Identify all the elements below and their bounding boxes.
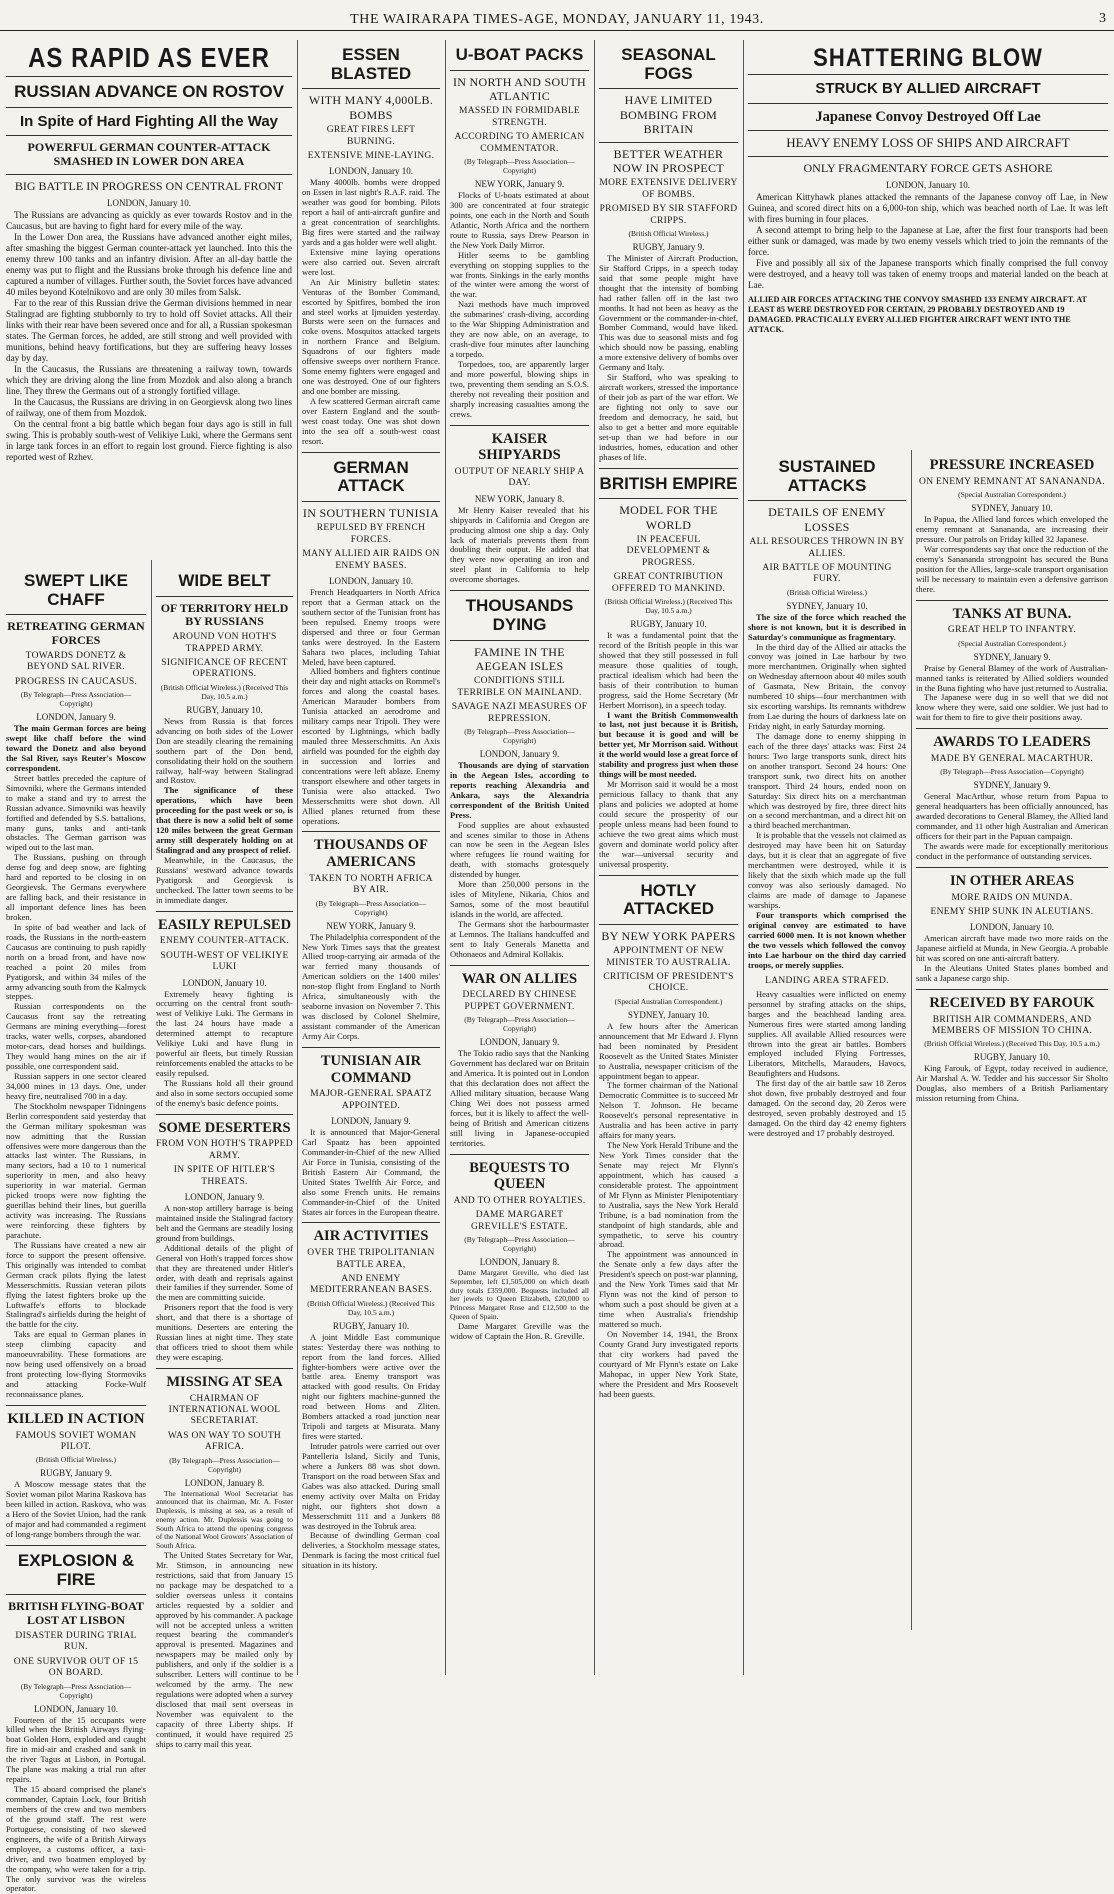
dateline: LONDON, January 9. (184, 1191, 265, 1202)
credit: (British Official Wireless.) (Received This Day, 10.5 a.m.) (924, 1039, 1100, 1049)
article-hotly-attacked (599, 882, 738, 1400)
paragraph: Russian correspondents on the Caucasus front say the retreating Germans are mining everything—forest tracks, water wells, corpses, abandoned motor-cars, dead horses and buildings. They would hang mines on the air if possible, one correspondent said. (6, 1001, 146, 1072)
paragraph: A Moscow message states that the Soviet woman pilot Marina Raskova has been killed in action. Raskova, who was a Hero of the Soviet Union, had the rank of major and had commanded a regiment of long-range bombers through the war. (6, 1479, 146, 1540)
paragraph: In Papua, the Allied land forces which enveloped the enemy remnant at Sanananda, are increasing their pressure. Our patrols on Friday killed 32 Japanese. (916, 514, 1108, 544)
credit: (Special Australian Correspondent.) (958, 490, 1066, 500)
dateline: NEW YORK, January 9. (326, 920, 416, 931)
headline: IN OTHER AREAS (949, 872, 1075, 889)
headline: SOME DESERTERS (158, 1119, 291, 1136)
dateline: NEW YORK, January 8. (474, 493, 565, 504)
paragraph: Dame Margaret Greville was the widow of Captain the Hon. R. Greville. (450, 1320, 589, 1341)
subhead: ACCORDING TO AMERICAN COMMENTATOR. (454, 132, 585, 154)
column-rule (445, 40, 446, 1675)
subhead: EXTENSIVE MINE-LAYING. (307, 150, 435, 161)
column-5 (599, 40, 738, 1675)
headline: THOUSANDS DYING (465, 596, 574, 634)
paragraph: More than 250,000 persons in the isles of Mitylene, Nikaria, Chios and Samos, some of the most beautiful islands in the world, are affected. (450, 879, 589, 919)
paragraph: On November 14, 1941, the Bronx County Grand Jury investigated reports that city workers had paved the courtyard of Mr Flynn's estate on Lake Mahopac, in upper New York State, where the President and Mrs Roosevelt had been guests. (599, 1328, 738, 1399)
article-tanks-at-buna (916, 606, 1108, 724)
subhead: AROUND VON HOTH'S TRAPPED ARMY. (172, 632, 277, 654)
paragraph: The damage done to enemy shipping in each of the three days' attacks was: First 24 hours: Two large transports sunk, direct hits on another transport. Second 24 hours: One transport sunk, two direct hits on another transport. Third 24 hours, ended noon on Saturday: Six direct hits on a merchantman which was destroyed by fire, three direct hits on a second merchantman, and a direct hit on a third beached merchantman. (748, 730, 906, 831)
dateline: SYDNEY, January 10. (786, 600, 868, 611)
dateline: RUGBY, January 10. (973, 1052, 1051, 1063)
subhead: OF TERRITORY HELD BY RUSSIANS (160, 600, 289, 629)
paragraph: Prisoners report that the food is very short, and that there is a shortage of munitions. Deserters are entering the Russian lines at night time. They state that officers tried to shoot them while they were escaping. (156, 1302, 293, 1363)
subhead: GREAT HELP TO INFANTRY. (947, 625, 1077, 636)
column-4 (450, 40, 589, 1675)
subhead: HAVE LIMITED BOMBING FROM BRITAIN (619, 93, 718, 137)
paragraph: Flocks of U-boats estimated at about 300 are concentrated at four strategic points, one each in the North and South Atlantic, North Africa and the northern route to Russia, says Drew Pearson in the New York Daily Mirror. (450, 190, 589, 250)
article-kaiser-shipyards (450, 431, 589, 586)
subhead: In Spite of Hard Fighting All the Way (19, 112, 279, 130)
subhead: POWERFUL GERMAN COUNTER-ATTACK SMASHED IN LOWER DON AREA (27, 140, 271, 169)
headline: BRITISH EMPIRE (599, 473, 738, 493)
paragraph: The Germans shot the harbourmaster at Lemnos. The Italians handcuffed and sent to Italy Generals Manetta and Othonaeos and Admiral Kollakis. (450, 918, 589, 959)
article-killed-in-action (6, 1411, 146, 1540)
dateline: RUGBY, January 9. (632, 241, 705, 252)
subhead: SOUTH-WEST OF VELIKIYE LUKI (160, 950, 289, 973)
subhead: OUTPUT OF NEARLY SHIP A DAY. (454, 466, 585, 489)
subhead: OVER THE TRIPOLITANIAN BATTLE AREA, (307, 1248, 435, 1270)
paragraph: It is probable that the vessels not claimed as destroyed may have been hit on Saturday days, but it is clear that an aggregate of five merchantmen were destroyed, while it is likely that the sixth which made up the full convoy was also seriously damaged. No claims are made of damage to Japanese warships. (748, 830, 906, 910)
masthead (0, 0, 1114, 31)
credit: (By Telegraph—Press Association—Copyright) (464, 1015, 575, 1034)
paragraph: Mr Henry Kaiser revealed that his shipyards in California and Oregon are producing almost one ship a day. Only lack of materials prevents them from doubling their output. He added that they were now operating an iron and steel plant in California to help overcome shortages. (450, 504, 589, 585)
article-tunisian-air-command (302, 1053, 440, 1218)
subhead: MORE RAIDS ON MUNDA. (951, 892, 1073, 903)
subhead: IN PEACEFUL DEVELOPMENT & PROGRESS. (626, 535, 711, 568)
column-2-lower (156, 566, 293, 1749)
summary-paragraph: ALLIED AIR FORCES ATTACKING THE CONVOY SMASHED 133 ENEMY AIRCRAFT. AT LEAST 85 WERE DESTROYED FOR CERTAIN, 29 PROBABLY DESTROYED AND 19 DAMAGED. PRACTICALLY EVERY ALLIED FIGHTER AIRCRAFT WENT INTO THE ATTACK. (748, 295, 1087, 334)
subhead: IN SOUTHERN TUNISIA (302, 506, 440, 521)
column-rule (743, 40, 744, 1675)
paragraph: In the Caucasus, the Russians are threatening a railway town, towards which they are driving along the line from Mozdok and also along a branch line. They threw the Germans out of a strongly fortified village. (6, 364, 292, 397)
lead-paragraph: The main German forces are being swept like chaff before the wind toward the Donetz and also beyond the Sal River, says Reuter's Moscow correspondent. (6, 723, 146, 773)
paragraph: It was a fundamental point that the record of the British people in this war showed that they still possessed in full measure those qualities of tough, practical idealism which had been the basis of their contribution to human progress, said the Home Secretary (Mr Herbert Morrison), in a speech today. (599, 630, 738, 710)
paragraph: Nazi methods have much improved the submarines' crash-diving, according to the War Shipping Administration and they are now able, on an average, to crash-dive four minutes after launching a torpedo. (450, 299, 589, 360)
paragraph: Taks are equal to German planes in steep climbing capacity and manoeuvrability. These formations are now being used offensively on a broad front protecting low-flying Stormoviks and attacking Focke-Wulf reconnaissance planes. (6, 1329, 146, 1399)
dateline: LONDON, January 9. (331, 1116, 411, 1127)
column-3 (302, 40, 440, 1675)
headline: GERMAN ATTACK (333, 457, 409, 496)
subhead: RUSSIAN ADVANCE ON ROSTOV (14, 82, 284, 102)
credit: (British Official Wireless.) (Received This Day, 10.5 a.m.) (604, 597, 733, 615)
column-1-lower (6, 566, 146, 1894)
dateline: LONDON, January 9. (36, 712, 116, 723)
subhead: TAKEN TO NORTH AFRICA BY AIR. (309, 873, 433, 896)
subhead: FROM VON HOTH'S TRAPPED ARMY. (156, 1139, 293, 1161)
credit: (By Telegraph—Press Association—Copyright) (20, 1681, 132, 1700)
headline: MISSING AT SEA (166, 1373, 283, 1390)
paragraph: It is announced that Major-General Carl Spaatz has been appointed Commander-in-Chief of the new Allied Air Force in Tunisia, consisting of the British Eastern Air Command, the United States Twelfth Air Force, and also some French units. He remains Commander-in-Chief of the United States air forces in the European theatre. (302, 1127, 440, 1217)
dateline: LONDON, January 10. (329, 166, 413, 177)
dateline: LONDON, January 10. (329, 575, 413, 586)
subhead: ENEMY COUNTER-ATTACK. (159, 936, 290, 947)
credit: (By Telegraph—Press Association—Copyright) (20, 690, 132, 709)
column-rule (594, 40, 595, 1675)
paragraph: Sir Stafford, who was speaking to aircraft workers, stressed the importance of their job as part of the war effort. We are fighting not only to save our freedom and democracy, he said, but also to get a better and more equitable set-up than we had before in our industries, homes, education and other phases of life. (599, 372, 738, 462)
paragraph: I want the British Commonwealth to last, not just because it is British, but because it is good and will be better yet, Mr Morrison said. Without it the world would lose a great force of stability and progress just when those things will be most needed. (599, 709, 738, 780)
paragraph: The Japanese were dug in so well that we did not know where they were, said one soldier. We just had to wait for them to fire to give their positions away. (916, 692, 1108, 723)
paragraph: French Headquarters in North Africa report that a German attack on the southern sector of the Tunisian front has been repulsed. Enemy troops were dispersed and three or four German tanks were destroyed. In the Eastern Sahara two places, including Tahiat Meled, have been captured. (302, 586, 440, 667)
credit: (British Official Wireless.) (35, 1455, 117, 1465)
paragraph: The Russians have created a new air force to support the present offensive. This originally was intended to combat German crack pilots flying the latest Messerschmitts. Russian veteran pilots flying the latest fighters broke up the Luftwaffe's efforts to blockade Stalingrad's airfields during the height of the battle for the city. (6, 1239, 146, 1330)
paragraph: In the third day of the Allied air attacks the convoy was joined in Lae harbour by two more merchantmen. Originally when sighted on Wednesday afternoon about 40 miles south of Gasmata, New Britain, the convoy numbered 10 ships—four merchantmen with six escorting warships. Its remnants withdrew from Lae during the hours of darkness late on Friday night, in early Saturday morning. (748, 641, 906, 732)
paragraph: Far to the rear of this Russian drive the German divisions hemmed in near Stalingrad are fighting stubbornly to try to hold off Soviet attacks. All their links with their rear have been severed once and for all, a Russian spokesman states. The German forces, he added, are still strong and well provided with munitions, behind heavy fortifications, but they are suffering heavy losses day by day. (6, 298, 292, 364)
headline: EASILY REPULSED (157, 916, 292, 933)
headline: EXPLOSION & FIRE (17, 1550, 135, 1589)
paragraph: Extremely heavy fighting is occurring on the central front south-west of Velikiye Luki. The Germans in the last 24 hours have made a determined attempt to recapture Velikiye Luki and have flung in powerful air fleets, but timely Russian reinforcements enabled the attacks to be easily repulsed. (156, 988, 293, 1078)
paragraph: Allied bombers and fighters continue their day and night attacks on Rommel's forces and along the coastal bases. American Marauder bombers from Tunisia attacked an aerodrome and military camps near Tripoli. They were escorted by Lightnings, which badly mauled three Messerschmitts. An Axis airfield was pounded for the eighth day in succession and lorries and concentrations were left ablaze. Enemy transport elsewhere and other targets in Tunisia were also attacked. Two Messerschmitts were shot down. All Allied planes returned from these operations. (302, 666, 440, 826)
article-german-attack (302, 459, 440, 827)
subhead: REPULSED BY FRENCH FORCES. (316, 523, 426, 545)
subhead: ONLY FRAGMENTARY FORCE GETS ASHORE (803, 161, 1053, 176)
subhead: STRUCK BY ALLIED AIRCRAFT (815, 80, 1041, 98)
subhead: WAS ON WAY TO SOUTH AFRICA. (167, 1430, 282, 1453)
headline: SWEPT LIKE CHAFF (24, 571, 128, 609)
paragraph: Four transports which comprised the original convoy are estimated to have carried 6000 men. It is not known whether the two vessels which followed the convoy into Lae harbour on the third day carried troops, or merely supplies. (748, 909, 906, 970)
paragraph: King Farouk, of Egypt, today received in audience, Air Marshal A. W. Tedder and his successor Sir Sholto Douglas, also members of a British Parliamentary mission returning from China. (916, 1063, 1108, 1104)
headline: PRESSURE INCREASED (929, 457, 1095, 473)
paragraph: Hitler seems to be gambling everything on stopping supplies to the war fronts. Sinkings in the early months of the winter were among the worst of the war. (450, 249, 589, 300)
paragraph: The first day of the air battle saw 18 Zeros shot down, five probably destroyed and four damaged. On the second day, 20 Zeros were destroyed, seven probably destroyed and 15 damaged. On the third day 42 enemy fighters were destroyed and 17 probably destroyed. (748, 1078, 906, 1138)
subhead: BY NEW YORK PAPERS (601, 928, 736, 943)
article-sustained-attacks (748, 452, 906, 1677)
paragraph: The New York Herald Tribune and the New York Times consider that the Senate may reject Mr Flynn's appointment, which has caused a considerable protest. The appointment of Mr Flynn as Minister Plenipotentiary to Australia, says the New York Herald Tribune, is a bad nomination from the standpoint of high standards, able and sympathetic, to serve his country abroad. (599, 1140, 738, 1250)
dateline: RUGBY, January 10. (332, 1320, 410, 1331)
paragraph: The former chairman of the National Democratic Committee is to succeed Mr Nelson T. Johnson. He became Roosevelt's personal representative in Australia and has been active in party affairs for many years. (599, 1080, 738, 1141)
paragraph: A second attempt to bring help to the Japanese at Lae, after the first four transports had been either sunk or damaged, was made by two enemy vessels which tried to join the remnants of the force. (748, 225, 1108, 258)
subhead: ONE SURVIVOR OUT OF 15 ON BOARD. (13, 1656, 139, 1679)
subhead: AND ENEMY MEDITERRANEAN BASES. (309, 1273, 433, 1296)
paragraph: American aircraft have made two more raids on the Japanese airfield at Munda, in New Georgia. A probable hit was scored on one anti-aircraft battery. (916, 933, 1108, 964)
dateline: SYDNEY, January 9. (973, 780, 1051, 791)
paragraph: The Russians are advancing as quickly as ever towards Rostov and in the Caucasus, but are having to fight hard for every mile of the way. (6, 209, 292, 231)
headline: WIDE BELT (178, 571, 271, 590)
article-essen-blasted (302, 46, 440, 447)
article-swept-like-chaff (6, 572, 146, 1400)
subhead: ALL RESOURCES THROWN IN BY ALLIES. (749, 537, 905, 559)
headline: THOUSANDS OF AMERICANS (313, 837, 428, 871)
paragraph: In the Caucasus, the Russians are driving in on Georgievsk along two lines of railway, one of them from Mozdok. (6, 397, 292, 419)
subhead: IN NORTH AND SOUTH ATLANTIC (452, 74, 586, 104)
article-air-activities (302, 1228, 440, 1571)
credit: (British Official Wireless.) (786, 587, 868, 597)
credit: (Special Australian Correspondent.) (614, 996, 723, 1006)
paragraph: The Stockholm newspaper Tidningens Berlin correspondent said yesterday that the German military spokesman was now admitting that the Russian offensives were more dangerous than the attacks last winter. The Russians, in many sectors, had a 10 to 1 numerical superiority in men, and also heavy superiority in war material. German picked troops were now fighting the guerillas behind their lines, but guerilla activity was increasing. The Russians were reinforcing these fighters by parachute. (6, 1100, 146, 1240)
paragraph: The size of the force which reached the shore is not known, but it is described in Saturday's communique as fragmentary. (748, 611, 906, 642)
dateline: LONDON, January 10. (107, 197, 191, 208)
dateline: RUGBY, January 9. (40, 1468, 112, 1479)
headline: SHATTERING BLOW (813, 43, 1043, 72)
paragraph: A few scattered German aircraft came over Eastern England and the south-west coast today. One was shot down into the sea off a south-west coast resort. (302, 395, 440, 446)
paragraph: War correspondents say that once the reduction of the enemy's Sanananda strongpoint has secured the Buna position for the Allies, large-scale transport organisation will be necessary to maintain even a defensive garrison there. (916, 543, 1108, 594)
dateline: LONDON, January 9. (479, 1037, 560, 1048)
paragraph: In spite of bad weather and lack of roads, the Russians in the north-eastern Caucasus are continuing to push rapidly north on a broad front, and have now reached a point 20 miles from Pyatigorsk, and within 34 miles of the army advancing south from the Kalmyck steppes. (6, 921, 146, 1002)
article-war-on-allies (450, 971, 589, 1149)
paragraph: The appointment was announced in the Senate only a few days after the President's speech on post-war planning, and the New York Times said that Mr Flynn was not the kind of person to whom such a post should be given at a time when Australia's friendship mattered so much. (599, 1249, 738, 1329)
paragraph: American Kittyhawk planes attacked the remnants of the Japanese convoy off Lae, in New Guinea, and scored direct hits on a 6,000-ton ship, which was beached north of Lae. It was left with fires burning in four places. (748, 192, 1108, 225)
subhead: BRITISH AIR COMMANDERS, AND MEMBERS OF MISSION TO CHINA. (931, 1014, 1093, 1037)
dateline: SYDNEY, January 9. (973, 651, 1051, 662)
subhead: BRITISH FLYING-BOAT LOST AT LISBON (8, 1599, 144, 1628)
masthead-title: THE WAIRARAPA TIMES-AGE, MONDAY, JANUARY 11, 1943. (350, 12, 764, 27)
paragraph: General MacArthur, whose return from Papua to general headquarters has been officially announced, has awarded decorations to General Blamey, the Allied land commander, and 11 other high Australian and American officers for their part in the Papuan campaign. (916, 791, 1108, 842)
headline: ESSEN BLASTED (330, 45, 412, 83)
paragraph: In the Lower Don area, the Russians have advanced another eight miles, after smashing the biggest German counter-attack yet launched. Into this the enemy threw 100 tanks and an infantry division. After an all-day battle the enemy was put to flight and the Russians broke through his defence line and captured a number of villages. Further south, the Soviet forces have advanced 40 miles beyond Kotelnikovo and are only 30 miles from Salsk. (6, 231, 292, 297)
credit: (By Telegraph—Press Association—Copyright) (315, 898, 427, 917)
paragraph: Meanwhile, in the Caucasus, the Russians' westward advance towards Pyatigorsk and Georgievsk is unchecked. The latter town seems to be in immediate danger. (156, 854, 293, 905)
subhead: APPOINTMENT OF NEW MINISTER TO AUSTRALIA. (606, 946, 731, 968)
page-number: 3 (1099, 11, 1106, 26)
headline: U-BOAT PACKS (455, 45, 584, 64)
credit: (By Telegraph—Press Association—Copyright) (169, 1455, 280, 1474)
paragraph: Because of dwindling German coal deliveries, a Stockholm message states, Denmark is facing the most critical fuel situation in its history. (302, 1530, 440, 1571)
subhead: SIGNIFICANCE OF RECENT OPERATIONS. (161, 658, 288, 680)
dateline: LONDON, January 8. (184, 1477, 265, 1488)
paragraph: Food supplies are about exhausted and scenes similar to those in Athens can now be seen in the Aegean Isles where refugees lie round waiting for death, with stomachs grotesquely distended by hunger. (450, 819, 589, 880)
subhead: CHAIRMAN OF INTERNATIONAL WOOL SECRETARIAT. (168, 1393, 281, 1427)
column-rule (151, 560, 152, 860)
headline: RECEIVED BY FAROUK (929, 995, 1095, 1012)
paragraph: The Russians hold all their ground and also in some sectors occupied some of the enemy's basic defence points. (156, 1077, 293, 1108)
headline: TANKS AT BUNA. (952, 605, 1072, 622)
paragraph: A non-stop artillery barrage is being maintained inside the Stalingrad factory belt and the Germans are steadily losing ground from buildings. (156, 1202, 293, 1243)
subhead: MANY ALLIED AIR RAIDS ON ENEMY BASES. (302, 549, 440, 571)
subhead: DECLARED BY CHINESE PUPPET GOVERNMENT. (462, 990, 577, 1012)
article-wide-belt (156, 572, 293, 906)
credit: (Special Australian Correspondent.) (958, 638, 1066, 648)
subhead: MODEL FOR THE WORLD (619, 503, 718, 532)
credit: (By Telegraph—Press Association—Copyright) (464, 1235, 575, 1254)
article-thousands-dying (450, 597, 589, 959)
column-rule (297, 40, 298, 1675)
headline: KILLED IN ACTION (7, 1410, 145, 1427)
credit: (By Telegraph—Press Association—Copyright) (464, 157, 575, 176)
subhead: AIR BATTLE OF MOUNTING FURY. (762, 562, 892, 585)
paragraph: Heavy casualties were inflicted on enemy personnel by strafing attacks on the ships, barges and the beachhead landing area. Numerous fires were started among landing supplies. All available Allied resources were thrown into the great air battles. Bombers employed included Flying Fortresses, Liberators, Mitchells, Marauders, Havocs, Beaufighters and Hudsons. (748, 988, 906, 1079)
paragraph: Thousands are dying of starvation in the Aegean Isles, according to reports reaching Alexandria and Ankara, says the Alexandria correspondent of the British United Press. (450, 759, 589, 820)
paragraph: The Minister of Aircraft Production, Sir Stafford Cripps, in a speech today said that some people might have thought that the intensity of bombing had rather fallen off in the last two months. It had not been as heavy as the Government or the commander-in-chief, Bomber Command, would have liked. This was due to seasonal mists and fog which should now be passing, enabling a more extensive delivery of bombs over Germany and Italy. (599, 252, 738, 373)
subhead: PROGRESS IN CAUCASUS. (14, 676, 138, 687)
paragraph: Extensive mine laying operations were also carried out. Seven aircraft were lost. (302, 246, 440, 277)
article-u-boat-packs (450, 46, 589, 420)
subhead: MASSED IN FORMIDABLE STRENGTH. (458, 106, 581, 128)
subhead: GREAT FIRES LEFT BURNING. (326, 125, 416, 147)
article-bequests-to-queen (450, 1160, 589, 1342)
subhead: CRITICISM OF PRESIDENT'S CHOICE. (603, 972, 734, 994)
paragraph: Fourteen of the 15 occupants were killed when the British Airways flying-boat Golden Horn, exploded and caught fire in mid-air and crashed and sank in the river Tagus at Lisbon, in Portugal. The plane was making a trial run after repairs. (6, 1714, 146, 1785)
subhead: FAMOUS SOVIET WOMAN PILOT. (15, 1430, 137, 1452)
paragraph: A joint Middle East communique states: Yesterday there was nothing to report from the land forces. Allied fighter-bombers were active over the battle area. Enemy transport was attacked with good results. On Friday night our fighters machine-gunned the road between Homs and Zliten. Bombers attacked a road junction near Tripoli and targets at Misurata. Many fires were started. (302, 1331, 440, 1442)
headline: AIR ACTIVITIES (313, 1228, 429, 1245)
article-some-deserters (156, 1120, 293, 1363)
paragraph: An Air Ministry bulletin states: Venturas of the Bomber Command, escorted by Spitfires, bombed the iron and steel works at Ijmuiden yesterday. Bursts were seen on the furnaces and coke ovens. Mosquitos attacked targets in northern France and Belgium. Squadrons of our fighters made offensive sweeps over northern France. Some enemy fighters were engaged and one was destroyed. One of our fighters and one bomber are missing. (302, 276, 440, 397)
headline: WAR ON ALLIES (461, 970, 578, 987)
subhead: BIG BATTLE IN PROGRESS ON CENTRAL FRONT (14, 178, 284, 193)
headline: AWARDS TO LEADERS (933, 734, 1091, 751)
paragraph: Praise by General Blamey of the work of Australian-manned tanks is reiterated by Allied soldiers wounded in the Buna fighting who have just returned to Australia. (916, 662, 1108, 693)
dateline: SYDNEY, January 10. (971, 503, 1053, 514)
article-pressure-increased (916, 457, 1108, 595)
paragraph: The awards were made for exceptionally meritorious conduct in the performance of outstanding services. (916, 841, 1108, 861)
article-explosion-and-fire (6, 1552, 146, 1894)
paragraph: Street battles preceded the capture of Simovniki, where the Germans intended to make a stand and try to arrest the Russian advance. Simovniki was heavily fortified and defended by S.S. battalions, many guns, tanks and anti-tank obstacles. The German garrison was wiped out to the last man. (6, 772, 146, 853)
paragraph: Dame Margaret Greville, who died last September, left £1,505,000 on which death duty totals £359,000. Bequests included all her jewels to Queen Elizabeth, £20,000 to Princess Margaret Rose and £12,500 to the Queen of Spain. (450, 1268, 589, 1321)
headline: AS RAPID AS EVER (28, 42, 270, 75)
column-7 (916, 452, 1108, 1677)
headline: SEASONAL FOGS (621, 45, 716, 83)
paragraph: Many 4000lb. bombs were dropped on Essen in last night's R.A.F. raid. The weather was good for bombing. Pilots report a hail of anti-aircraft gunfire and a great concentration of searchlights. Big fires were started and the railway yards and a gas holder were well alight. (302, 177, 440, 247)
subhead: FAMINE IN THE AEGEAN ISLES (474, 644, 565, 673)
dateline: LONDON, January 10. (34, 1703, 118, 1714)
subhead: AND TO OTHER ROYALTIES. (453, 1195, 586, 1206)
paragraph: News from Russia is that forces advancing on both sides of the Lower Don are steadily clearing the remaining southern part of the Don bend, consolidating their hold on the southern railway, half-way between Stalingrad and Rostov. (156, 715, 293, 786)
headline: SUSTAINED ATTACKS (778, 457, 876, 495)
subhead: SAVAGE NAZI MEASURES OF REPRESSION. (451, 702, 588, 724)
subhead: MAJOR-GENERAL SPAATZ APPOINTED. (310, 1089, 432, 1111)
subhead: Japanese Convoy Destroyed Off Lae (815, 108, 1041, 125)
credit: (By Telegraph—Press Association—Copyright) (940, 767, 1084, 777)
dateline: LONDON, January 9. (479, 748, 560, 759)
article-easily-repulsed (156, 917, 293, 1109)
paragraph: In the Aleutians United States planes bombed and sank a Japanese cargo ship. (916, 963, 1108, 984)
article-in-other-areas (916, 873, 1108, 984)
article-awards-to-leaders (916, 734, 1108, 862)
paragraph: Torpedoes, too, are apparently larger and more powerful, blowing ships in two, preventing them sending an S.O.S. thereby not revealing their position and sharply increasing casualties among the crews. (450, 358, 589, 419)
paragraph: The 15 aboard comprised the plane's commander, Captain Lock, four British members of the crew and two members of the ground staff. The rest were Portuguese, consisting of two skewed engineers, the wife of a British Airways employee, a customs officer, a taxi-driver, and two boatmen employed by the company, who were taken for a trip. The only survivor was the wireless operator. (6, 1784, 146, 1894)
subhead: MORE EXTENSIVE DELIVERY OF BOMBS. (599, 178, 738, 200)
dateline: NEW YORK, January 9. (474, 179, 565, 190)
paragraph: Additional details of the plight of General von Hoth's trapped forces show that they are threatened under Hitler's order, with death and reprisals against their families if they surrender. Some of the men are committing suicide. (156, 1242, 293, 1303)
paragraph: The United States Secretary for War, Mr. Stimson, in announcing new restrictions, said that from January 15 no package may be despatched to a soldier overseas unless it contains articles requested by a soldier and approved by his commander. A package will not be accepted unless a written request bearing the commander's approval is presented. Magazines and newspapers may be mailed only by publishers, and only if the soldier is a subscriber. Letters will continue to be welcomed by the army. The new regulations were adopted when a survey disclosed that mail sent overseas in November was equivalent to the capacity of three Liberty ships. If continued, it would have required 25 ships to carry mail this year. (156, 1549, 293, 1749)
headline: HOTLY ATTACKED (623, 880, 714, 919)
subhead: GREAT CONTRIBUTION OFFERED TO MANKIND. (611, 572, 726, 594)
headline: TUNISIAN AIR COMMAND (320, 1052, 422, 1086)
subhead: CONDITIONS STILL TERRIBLE ON MAINLAND. (457, 676, 582, 698)
paragraph: Five and possibly all six of the Japanese transports which finally comprised the full convoy were destroyed, and a heavy toll was taken of enemy troops and material landed on the beach at Lae. (748, 258, 1108, 291)
article-shattering-blow (748, 40, 1108, 445)
paragraph: The Russians, pushing on through dense fog and deep snow, are fighting hard and reported to be closing in on Georgievsk. The Germans everywhere are falling back, and their resistance in all important defence lines has been broken. (6, 852, 146, 922)
subhead: TOWARDS DONETZ & BEYOND SAL RIVER. (25, 650, 127, 673)
paragraph: Intruder patrols were carried out over Pantelleria Island, Sicily and Tunis, where a Junkers 88 was shot down. Transport on the road between Sfax and Gabes was also attacked. During small enemy activity over Malta on Friday night, our fighters shot down a Messerschmitt 111 and a Junkers 88 was destroyed in the Tobruk area. (302, 1441, 440, 1531)
column-rule (911, 450, 912, 1630)
dateline: SYDNEY, January 10. (627, 1009, 710, 1020)
subhead: DAME MARGARET GREVILLE'S ESTATE. (470, 1210, 569, 1232)
subhead: PROMISED BY SIR STAFFORD CRIPPS. (599, 204, 738, 226)
paragraph: The Philadelphia correspondent of the New York Times says that the greatest Allied troop-carrying air armada of the war ferried many thousands of American soldiers on the 1400 miles' non-stop flight from England to North Africa, simultaneously with the seaborne invasion on November 7. This was disclosed by Colonel Shelmire, assistant commander of the American Army Air Corps. (302, 931, 440, 1041)
dateline: LONDON, January 10. (970, 922, 1054, 933)
subhead: HEAVY ENEMY LOSS OF SHIPS AND AIRCRAFT (786, 135, 1070, 151)
article-missing-at-sea (156, 1374, 293, 1750)
dateline: LONDON, January 10. (886, 180, 970, 190)
article-british-empire (599, 475, 738, 870)
credit: (British Official Wireless.) (Received This Day, 10.5 a.m.) (160, 682, 289, 701)
article-thousands-of-americans (302, 837, 440, 1041)
subhead: IN SPITE OF HITLER'S THREATS. (173, 1165, 276, 1187)
paragraph: A few hours after the American announcement that Mr Edward J. Flynn had been nominated by President Roosevelt as the United States Minister to Australia, newspaper criticism of the appointment began to appear. (599, 1020, 738, 1081)
subhead: DETAILS OF ENEMY LOSSES (768, 505, 886, 534)
subhead: RETREATING GERMAN FORCES (7, 619, 145, 648)
subhead: ON ENEMY REMNANT AT SANANANDA. (919, 476, 1105, 487)
credit: (By Telegraph—Press Association—Copyright) (464, 726, 575, 745)
subhead: BETTER WEATHER NOW IN PROSPECT (613, 146, 724, 175)
headline: KAISER SHIPYARDS (478, 430, 561, 464)
paragraph: The International Wool Secretariat has announced that its chairman, Mr. A. Foster Duplessis, is missing at sea, as a result of enemy action. Mr. Duplessis was going to South Africa to attend the opening congress of the National Wool Growers' Association of South Africa. (156, 1488, 293, 1551)
credit: (British Official Wireless.) (628, 228, 709, 238)
subhead: DISASTER DURING TRIAL RUN. (15, 1630, 137, 1653)
subhead: MADE BY GENERAL MACARTHUR. (930, 753, 1094, 764)
headline: BEQUESTS TO QUEEN (469, 1159, 570, 1193)
paragraph: Mr Morrison said it would be a most pernicious fallacy to thank that any plans and policies we adopted at home could secure the prosperity of our people unless means had been found to achieve the two great aims which must govern and dominate world policy after the war—universal security and universal prosperity. (599, 779, 738, 869)
dateline: RUGBY, January 10. (630, 619, 707, 629)
subhead: WITH MANY 4,000LB. BOMBS (308, 93, 434, 122)
paragraph: The significance of these operations, which have been proceeding for the past week or so, is that there is now a solid belt of some 120 miles between the great German army still desperately holding on at Stalingrad and any prospect of relief. (156, 785, 293, 856)
paragraph: Russian sappers in one sector cleared 34,000 mines in 13 days. One, under heavy fire, neutralised 700 in a day. (6, 1070, 146, 1101)
section-heading: LANDING AREA STRAFED. (765, 976, 889, 987)
paragraph: On the central front a big battle which began four days ago is still in full swing. This is probably south-west of Velikiye Luki, where the Germans sent in large tank forces in an effort to regain lost ground. Fierce fighting is also reported west of Rzhev. (6, 419, 292, 463)
dateline: RUGBY, January 10. (186, 704, 263, 715)
dateline: LONDON, January 10. (182, 977, 267, 988)
article-seasonal-fogs (599, 46, 738, 463)
article-rapid-as-ever (6, 40, 292, 560)
paragraph: The Tokio radio says that the Nanking Government has declared war on Britain and America. It is pointed out in London that this declaration does not affect the Allied military situation, because Wang Ching Wei does not possess armed forces, but it is likely to affect the well-being of British and American citizens still living in Japanese-occupied territories. (450, 1048, 589, 1148)
dateline: LONDON, January 8. (479, 1257, 560, 1268)
subhead: ENEMY SHIP SUNK IN ALEUTIANS. (930, 906, 1094, 917)
credit: (British Official Wireless.) (Received This Day, 10.5 a.m.) (307, 1298, 435, 1317)
article-received-by-farouk (916, 995, 1108, 1104)
